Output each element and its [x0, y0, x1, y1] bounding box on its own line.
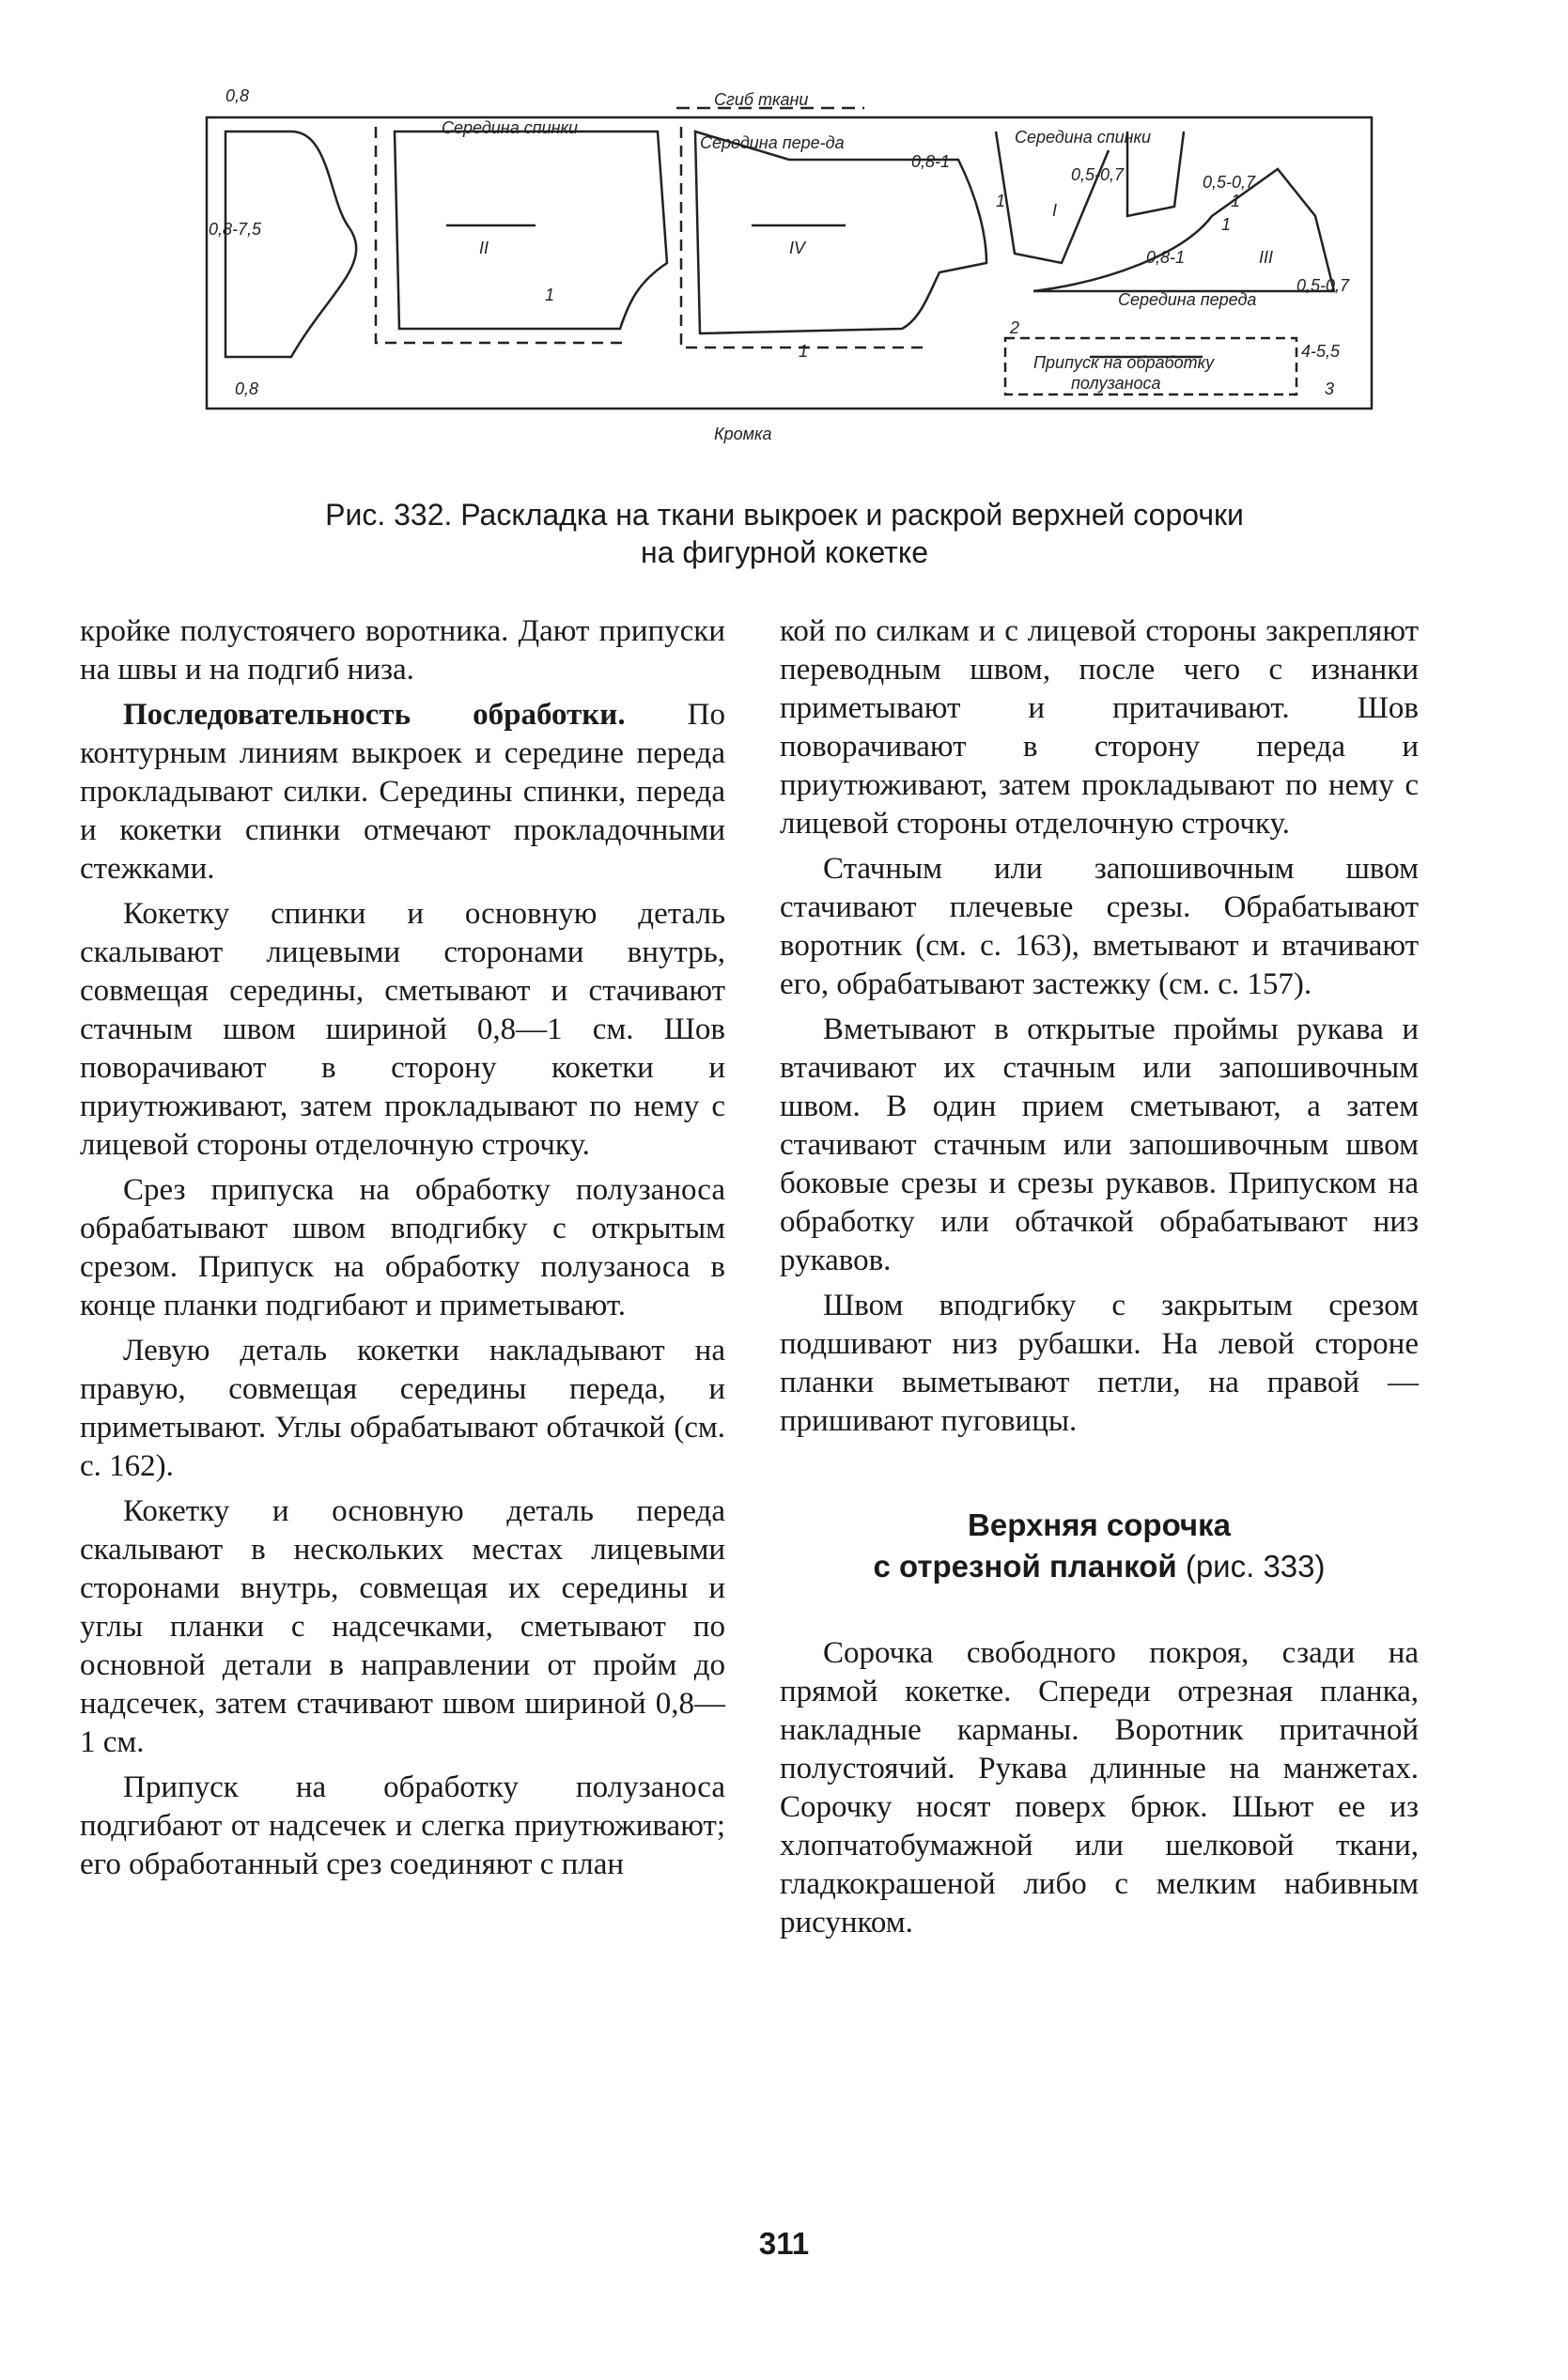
dim-label: 4-5,5: [1301, 342, 1341, 361]
paragraph: Кокетку и основную деталь переда скалывают в нескольких местах лицевыми сторонами внутрь, совмещая их середины и углы планки с надсечками, сметывают по основной детали в направлении от пройм до надсечек, затем стачивают швом шириной 0,8—1 см.: [80, 1494, 725, 1759]
dim-label: 0,5-0,7: [1071, 165, 1125, 184]
mark-label: 1: [996, 192, 1006, 210]
dim-label: 0,8-1: [1146, 248, 1186, 267]
paragraph: Кокетку спинки и основную деталь скалывают лицевыми сторонами внутрь, совмещая середины, сметывают и стачивают стачным швом шириной 0,8—1 см. Шов поворачивают в сторону кокетки и приутюживают, затем прокладывают по нему с лицевой стороны отделочную строчку.: [80, 897, 725, 1162]
paragraph: Левую деталь кокетки накладывают на правую, совмещая середины переда, и приметывают. Углы обрабатывают обтачкой (см. с. 162).: [80, 1334, 725, 1483]
section-heading-ref: (рис. 333): [1176, 1549, 1326, 1584]
mark-label: 1: [1221, 215, 1232, 234]
paragraph: Стачным или запошивочным швом стачивают плечевые срезы. Обрабатывают воротник (см. с. 163), вметывают и втачивают его, обрабатывают застежку (см. с. 157).: [780, 852, 1419, 1001]
pattern-layout-svg: [188, 75, 1390, 451]
back-piece: [395, 131, 667, 329]
paragraph: Срез припуска на обработку полузаноса обрабатывают швом вподгибку с открытым срезом. Припуск на обработку полузаноса в конце планки подгибают и приметывают.: [80, 1173, 725, 1322]
yoke-center-label: Середина спинки: [1015, 128, 1152, 147]
dim-label: 0,8: [235, 379, 259, 398]
caption-line-1: Рис. 332. Раскладка на ткани выкроек и раскрой верхней сорочки: [325, 498, 1244, 532]
paragraph: Швом вподгибку с закрытым срезом подшивают низ рубашки. На левой стороне планки выметывают петли, на правой — пришивают пуговицы.: [780, 1289, 1419, 1438]
front-center-label: Середина пере-да: [700, 133, 845, 152]
paragraph: кройке полустоячего воротника. Дают припуски на швы и на подгиб низа.: [80, 614, 725, 687]
front-center-label-2: Середина переда: [1118, 290, 1257, 309]
paragraph-body: По контурным линиям выкроек и середине переда прокладывают силки. Середины спинки, переда и кокетки спинки отмечают прокладочными стежками.: [80, 698, 725, 886]
section-heading-line-1: Верхняя сорочка: [968, 1507, 1231, 1542]
dim-label: 0,8-1: [911, 152, 951, 171]
mark-label: 1: [1231, 192, 1241, 210]
back-center-label: Середина спинки: [442, 118, 579, 137]
pattern-layout-diagram: [188, 75, 1390, 451]
section-heading: [780, 1505, 1419, 1587]
pocket-piece: [1033, 169, 1334, 291]
allowance-label: Припуск на обработку: [1033, 353, 1215, 372]
mark-label: 3: [1325, 379, 1335, 398]
paragraph: Припуск на обработку полузаноса подгибают от надсечек и слегка приутюживают; его обработанный срез соединяют с план: [80, 1770, 725, 1881]
selvage-label: Кромка: [714, 425, 772, 443]
back-seam-allowance: [376, 127, 629, 343]
allowance-label-2: полузаноса: [1071, 374, 1161, 393]
dim-label: 0,5-0,7: [1296, 276, 1350, 295]
collar-piece: [225, 131, 356, 357]
dim-label: 0,8: [225, 86, 250, 105]
fold-label: Сгиб ткани: [714, 90, 809, 109]
paragraph: Вметывают в открытые проймы рукава и втачивают их стачным или запошивочным швом. В один прием сметывают, а затем стачивают стачным или запошивочным швом боковые срезы и срезы рукавов. Припуском на обработку или обтачкой обрабатывают низ рукавов.: [780, 1012, 1419, 1277]
right-text-column: [780, 612, 1419, 1949]
piece-number: II: [479, 239, 489, 257]
piece-number: IV: [789, 239, 806, 257]
paragraph: кой по силкам и с лицевой стороны закрепляют переводным швом, после чего с изнанки приметывают и притачивают. Шов поворачивают в сторону переда и приутюживают, затем прокладывают по нему с лицевой стороны отделочную строчку.: [780, 614, 1419, 841]
section-heading-line-2: [780, 1546, 1419, 1587]
paragraph: Сорочка свободного покроя, сзади на прямой кокетке. Спереди отрезная планка, накладные карманы. Воротник притачной полустоячий. Рукава длинные на манжетах. Сорочку носят поверх брюк. Шьют ее из хлопчатобумажной или шелковой ткани, гладкокрашеной либо с мелким набивным рисунком.: [780, 1636, 1419, 1940]
left-text-column: [80, 612, 725, 1891]
piece-number: III: [1259, 248, 1274, 267]
caption-line-2: на фигурной кокетке: [641, 535, 928, 569]
mark-label: 1: [799, 342, 809, 361]
section-heading-bold: с отрезной планкой: [873, 1549, 1177, 1584]
figure-caption: [160, 496, 1409, 571]
dim-label: 0,5-0,7: [1203, 173, 1256, 192]
paragraph: [80, 696, 725, 889]
page-number: 311: [758, 2226, 810, 2261]
mark-label: 1: [545, 286, 555, 304]
piece-number: I: [1052, 201, 1058, 220]
yoke-piece: [996, 131, 1109, 263]
paragraph-lead: Последовательность обработки.: [123, 698, 626, 732]
mark-label: 2: [1010, 318, 1020, 337]
dim-label: 0,8-7,5: [209, 220, 262, 239]
